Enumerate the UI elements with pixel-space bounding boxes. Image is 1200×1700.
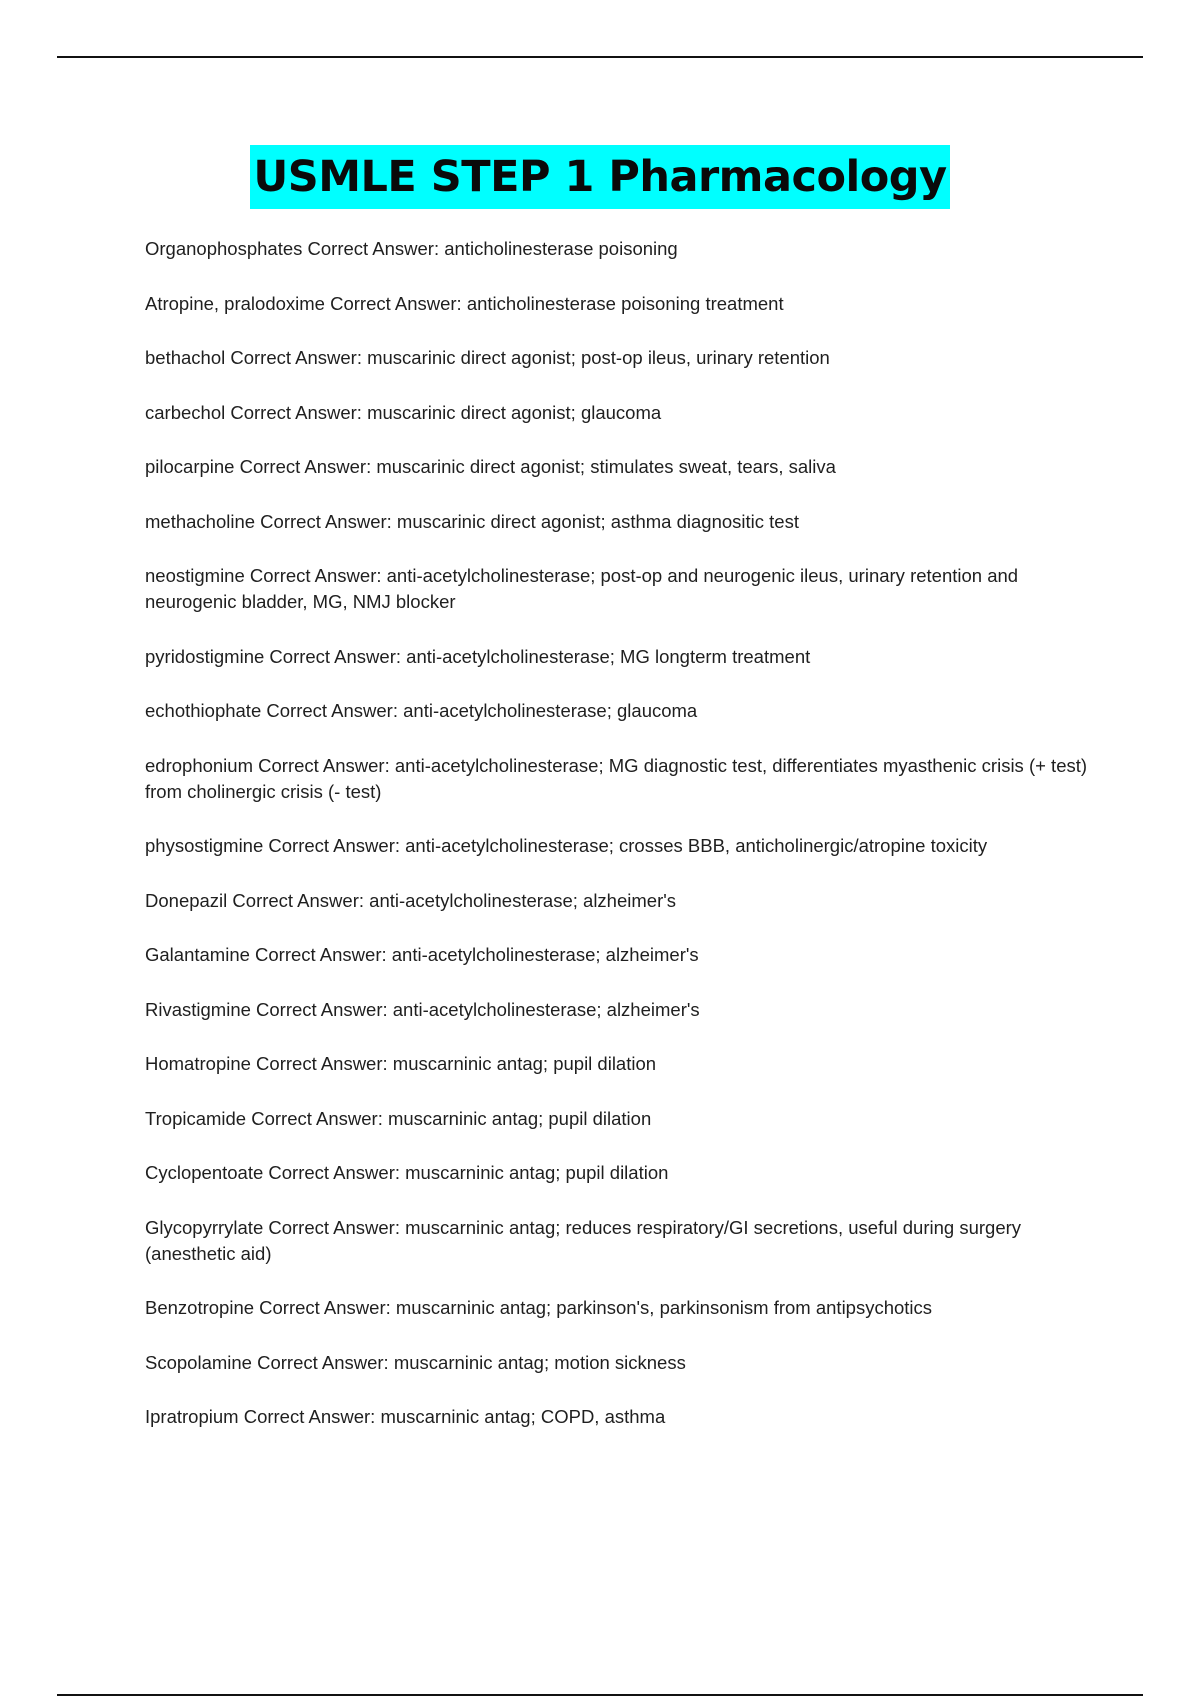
qa-item: Scopolamine Correct Answer: muscarninic antag; motion sickness: [145, 1351, 686, 1373]
qa-item: neostigmine Correct Answer: anti-acetylcholinesterase; post-op and neurogenic ileus, urinary retention and neurogenic bladder, MG, NMJ blocker: [145, 565, 1019, 612]
qa-item: Homatropine Correct Answer: muscarninic antag; pupil dilation: [145, 1053, 657, 1074]
qa-item: pyridostigmine Correct Answer: anti-acetylcholinesterase; MG longterm treatment: [145, 645, 811, 667]
qa-item: Cyclopentoate Correct Answer: muscarninic antag; pupil dilation: [145, 1162, 669, 1183]
qa-item: Ipratropium Correct Answer: muscarninic antag; COPD, asthma: [145, 1406, 666, 1427]
qa-item: Tropicamide Correct Answer: muscarninic antag; pupil dilation: [145, 1107, 652, 1129]
header-rule: [57, 56, 1143, 58]
qa-item: bethachol Correct Answer: muscarinic direct agonist; post-op ileus, urinary retention: [145, 347, 830, 368]
page-title: USMLE STEP 1 Pharmacology: [250, 145, 949, 209]
title-container: [0, 145, 1200, 209]
qa-item: Rivastigmine Correct Answer: anti-acetylcholinesterase; alzheimer's: [145, 998, 700, 1020]
qa-item: edrophonium Correct Answer: anti-acetylcholinesterase; MG diagnostic test, differentiates myasthenic crisis (+ test) from cholinergic crisis (- test): [145, 754, 1088, 802]
qa-item: Benzotropine Correct Answer: muscarninic antag; parkinson's, parkinsonism from antipsychotics: [145, 1297, 933, 1318]
qa-item: Atropine, pralodoxime Correct Answer: anticholinesterase poisoning treatment: [145, 292, 784, 314]
qa-list: [145, 236, 1090, 1459]
qa-item: Glycopyrrylate Correct Answer: muscarninic antag; reduces respiratory/GI secretions, useful during surgery (anesthetic aid): [145, 1216, 1022, 1264]
qa-item: Donepazil Correct Answer: anti-acetylcholinesterase; alzheimer's: [145, 889, 677, 911]
qa-item: physostigmine Correct Answer: anti-acetylcholinesterase; crosses BBB, anticholinergic/atropine toxicity: [145, 835, 988, 856]
qa-item: methacholine Correct Answer: muscarinic direct agonist; asthma diagnositic test: [145, 510, 799, 532]
qa-item: echothiophate Correct Answer: anti-acetylcholinesterase; glaucoma: [145, 700, 698, 721]
qa-item: carbechol Correct Answer: muscarinic direct agonist; glaucoma: [145, 401, 662, 423]
qa-item: Galantamine Correct Answer: anti-acetylcholinesterase; alzheimer's: [145, 944, 699, 965]
footer-rule: [57, 1694, 1143, 1696]
qa-item: Organophosphates Correct Answer: anticholinesterase poisoning: [145, 238, 678, 259]
qa-item: pilocarpine Correct Answer: muscarinic direct agonist; stimulates sweat, tears, saliva: [145, 456, 836, 477]
